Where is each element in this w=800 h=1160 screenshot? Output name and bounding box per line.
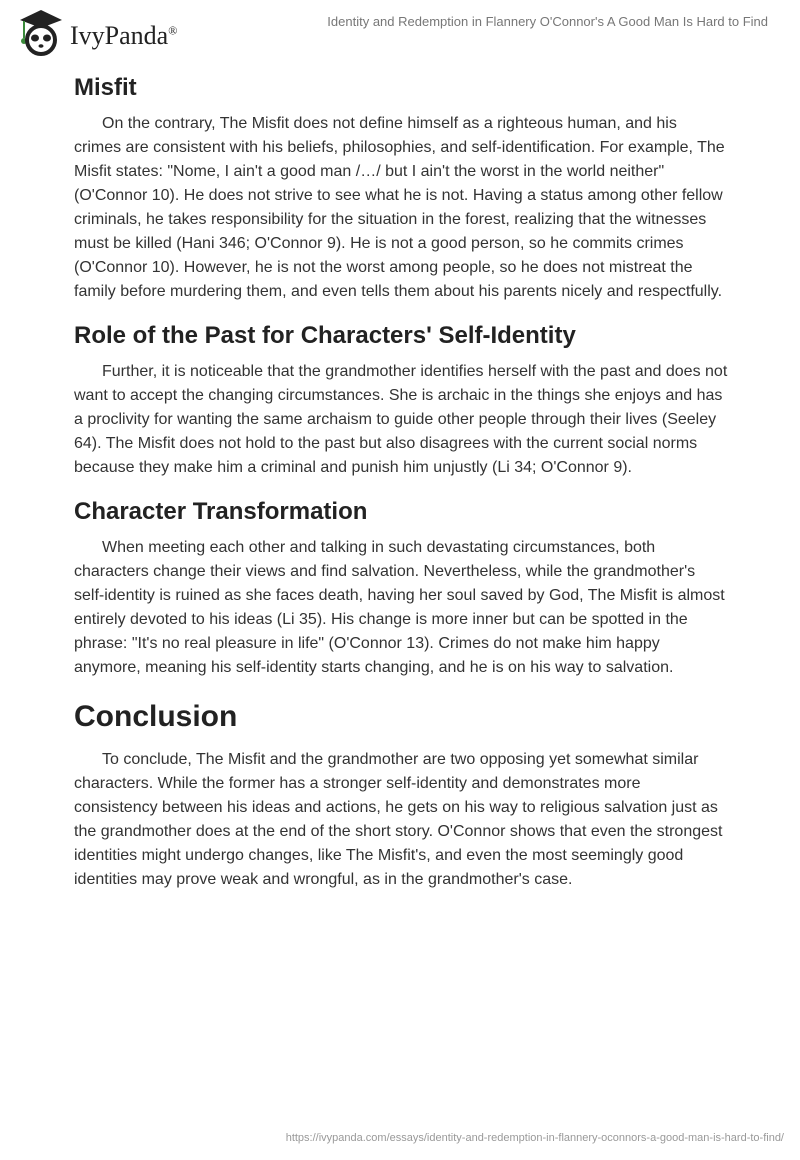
header	[0, 0, 800, 60]
section-heading: Role of the Past for Characters' Self-Identity	[74, 322, 576, 349]
paragraph: On the contrary, The Misfit does not define himself as a righteous human, and his crimes are consistent with his beliefs, philosophies, and self-identification. For example, The Misfit states: "Nome, I ain't a good man /…/ but I ain't the worst in the world neither" (O'Connor 10). He does not strive to see what he is not. Having a status among other fellow criminals, he takes responsibility for the situation in the forest, realizing that the witnesses must be killed (Hani 346; O'Connor 9). He is not a good person, so he commits crimes (O'Connor 10). However, he is not the worst among people, so he does not mistreat the family before murdering them, and even tells them about his parents nicely and respectfully.	[74, 115, 725, 300]
panda-graduate-icon	[18, 8, 64, 56]
section-heading: Character Transformation	[74, 498, 368, 525]
document-title: Identity and Redemption in Flannery O'Connor's A Good Man Is Hard to Find	[327, 14, 768, 29]
section-heading: Misfit	[74, 74, 137, 101]
paragraph: Further, it is noticeable that the grandmother identifies herself with the past and does not want to accept the changing circumstances. She is archaic in the things she enjoys and has a proclivity for wanting the same archaism to guide other people through their lives (Seeley 64). The Misfit does not hold to the past but also disagrees with the current social norms because they make him a criminal and punish him unjustly (Li 34; O'Connor 9).	[74, 363, 728, 476]
paragraph: To conclude, The Misfit and the grandmother are two opposing yet somewhat similar characters. While the former has a stronger self-identity and demonstrates more consistency between his ideas and actions, he gets on his way to religious salvation just as the grandmother does at the end of the short story. O'Connor shows that even the strongest identities might undergo changes, like The Misfit's, and even the most seemingly good identities may prove weak and wrongful, as in the grandmother's case.	[74, 751, 723, 888]
brand-name: IvyPanda®	[70, 21, 178, 50]
paragraph: When meeting each other and talking in such devastating circumstances, both characters change their views and find salvation. Nevertheless, while the grandmother's self-identity is ruined as she faces death, having her soul saved by God, The Misfit is almost entirely devoted to his ideas (Li 35). His change is more inner but can be spotted in the phrase: "It's no real pleasure in life" (O'Connor 13). Crimes do not make him happy anymore, meaning his self-identity starts changing, and he is on his way to salvation.	[74, 539, 725, 676]
source-url[interactable]: https://ivypanda.com/essays/identity-and-redemption-in-flannery-oconnors-a-good-man-is-hard-to-find/	[285, 1132, 784, 1144]
conclusion-heading: Conclusion	[74, 700, 238, 733]
logo[interactable]	[18, 8, 177, 56]
essay-content	[74, 70, 728, 906]
